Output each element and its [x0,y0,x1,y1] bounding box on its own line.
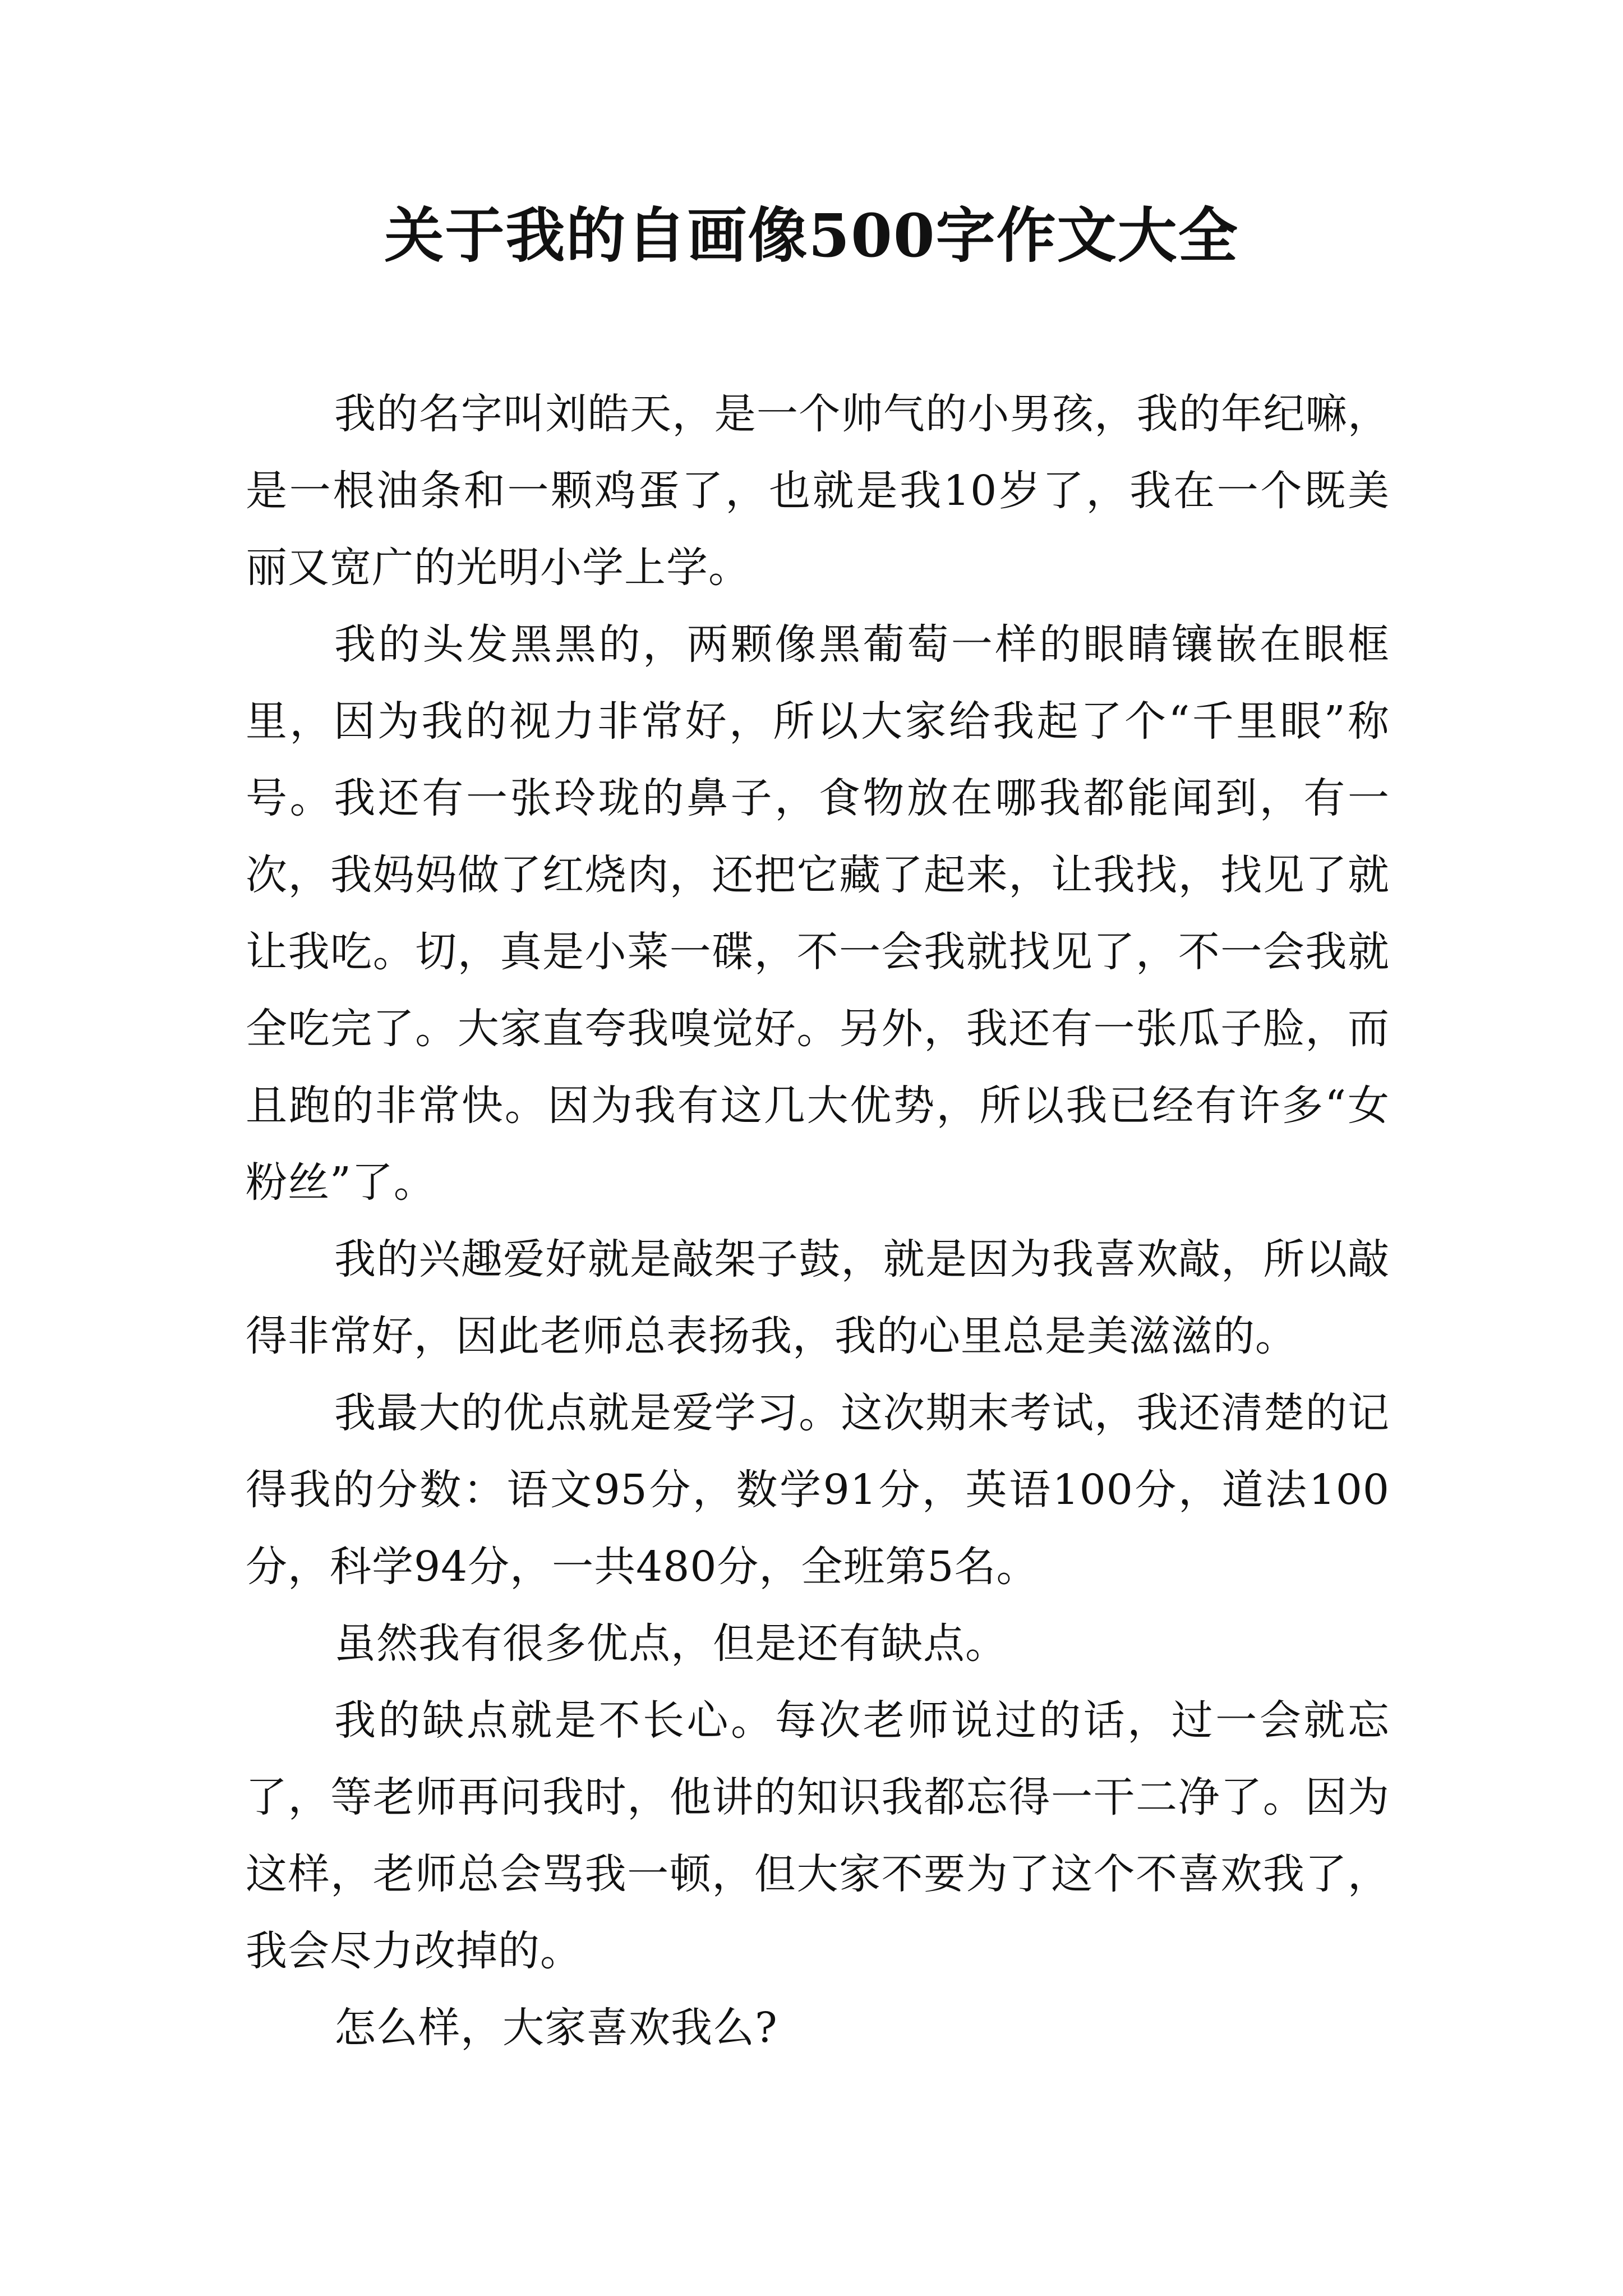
paragraph-appearance: 我的头发黑黑的，两颗像黑葡萄一样的眼睛镶嵌在眼框里，因为我的视力非常好，所以大家给我起了个“千里眼”称号。我还有一张玲珑的鼻子，食物放在哪我都能闻到，有一次，我妈妈做了红烧肉，还把它藏了起来，让我找，找见了就让我吃。切，真是小菜一碟，不一会我就找见了，不一会我就全吃完了。大家直夸我嗅觉好。另外，我还有一张瓜子脸，而且跑的非常快。因为我有这几大优势，所以我已经有许多“女粉丝”了。 [246,620,1390,1207]
paragraph-strength: 我最大的优点就是爱学习。这次期末考试，我还清楚的记得我的分数：语文95分，数学91分，英语100分，道法100分，科学94分，一共480分，全班第5名。 [246,1389,1390,1591]
paragraph-intro: 我的名字叫刘皓天，是一个帅气的小男孩，我的年纪嘛，是一根油条和一颗鸡蛋了，也就是我10岁了，我在一个既美丽又宽广的光明小学上学。 [246,390,1390,592]
paragraph-weakness: 我的缺点就是不长心。每次老师说过的话，过一会就忘了，等老师再问我时，他讲的知识我都忘得一干二净了。因为这样，老师总会骂我一顿，但大家不要为了这个不喜欢我了，我会尽力改掉的。 [246,1696,1390,1975]
document-body [246,376,1390,2067]
paragraph-transition: 虽然我有很多优点，但是还有缺点。 [334,1619,1007,1668]
document-title: 关于我的自画像500字作文大全 [384,200,1239,270]
paragraph-closing: 怎么样，大家喜欢我么? [334,2004,778,2052]
paragraph-hobby: 我的兴趣爱好就是敲架子鼓，就是因为我喜欢敲，所以敲得非常好，因此老师总表扬我，我的心里总是美滋滋的。 [246,1235,1390,1360]
